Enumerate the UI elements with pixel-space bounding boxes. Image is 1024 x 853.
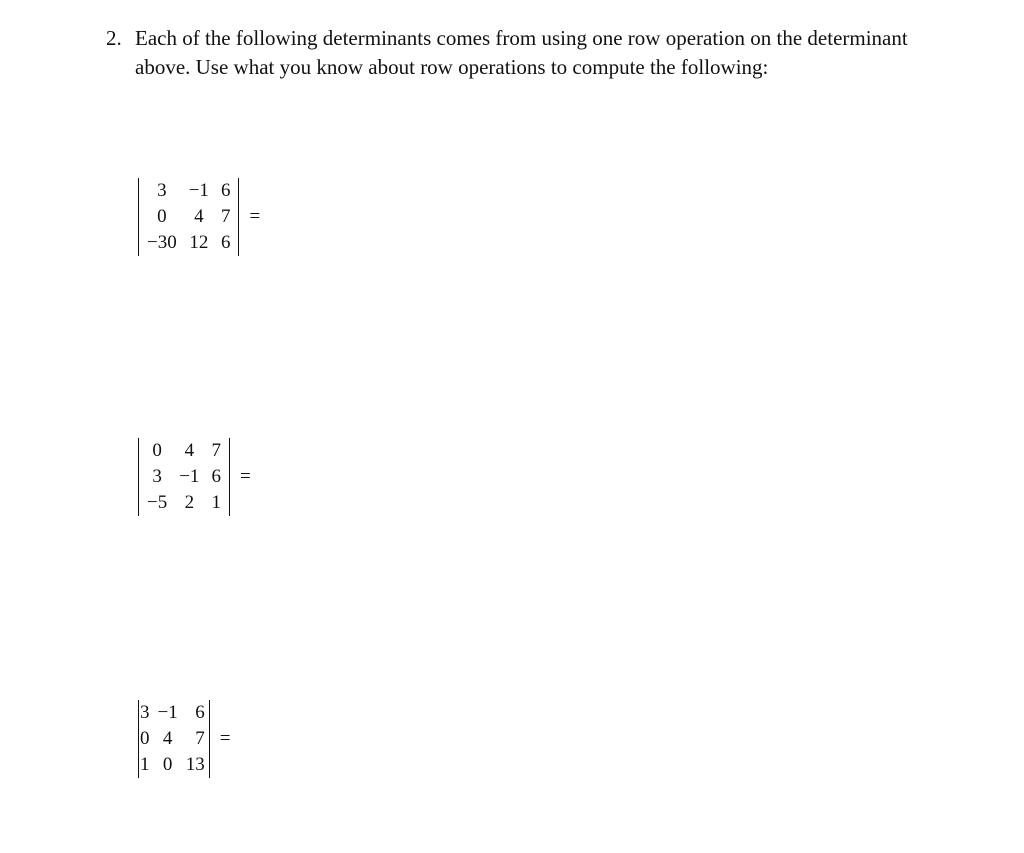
matrix-entry: −1 — [179, 466, 200, 487]
matrix-entry: 1 — [140, 754, 150, 775]
matrix-entry: 7 — [211, 440, 221, 461]
problem-number: 2. — [106, 26, 122, 50]
matrix — [141, 178, 236, 256]
matrix-entry: 7 — [220, 206, 231, 227]
determinant-bars — [138, 438, 230, 516]
equals-sign: = — [219, 728, 231, 749]
matrix-entry: −30 — [147, 232, 177, 253]
determinant-2 — [138, 438, 251, 516]
matrix-entry: 7 — [195, 728, 205, 749]
matrix-entry: 0 — [157, 206, 167, 227]
matrix-entry: 12 — [189, 232, 209, 253]
matrix-row — [141, 464, 227, 490]
determinant-bars — [138, 178, 239, 256]
problem-statement — [106, 24, 966, 82]
determinant-1 — [138, 178, 260, 256]
matrix-entry: 0 — [140, 728, 150, 749]
determinant-bars — [138, 700, 210, 778]
matrix-entry: 3 — [140, 702, 150, 723]
matrix-entry: 6 — [195, 702, 205, 723]
matrix-entry: −5 — [147, 492, 168, 513]
problem-text: Each of the following determinants comes from using one row operation on the determinant above. Use what you know about row operations to compute the following: — [135, 26, 908, 79]
matrix-entry: 3 — [157, 180, 167, 201]
matrix-entry: 1 — [211, 492, 221, 513]
equals-sign: = — [239, 466, 251, 487]
matrix-entry: 4 — [194, 206, 204, 227]
matrix — [141, 438, 227, 516]
matrix-entry: −1 — [157, 702, 178, 723]
matrix-row — [141, 438, 227, 464]
matrix-row — [139, 700, 209, 726]
matrix-row — [139, 752, 209, 778]
matrix-row — [139, 726, 209, 752]
matrix-entry: 0 — [162, 754, 173, 775]
matrix-entry: 6 — [220, 232, 231, 253]
matrix-entry: 4 — [162, 728, 173, 749]
determinant-3 — [138, 700, 230, 778]
matrix-entry: −1 — [188, 180, 209, 201]
matrix-entry: 13 — [185, 754, 205, 775]
matrix-row — [141, 204, 236, 230]
matrix-entry: 6 — [211, 466, 221, 487]
matrix-entry: 4 — [184, 440, 195, 461]
matrix-row — [141, 490, 227, 516]
matrix-entry: 3 — [152, 466, 162, 487]
matrix-row — [141, 230, 236, 256]
matrix-entry: 6 — [220, 180, 231, 201]
matrix — [139, 700, 209, 778]
matrix-entry: 0 — [152, 440, 162, 461]
matrix-row — [141, 178, 236, 204]
equals-sign: = — [249, 206, 261, 227]
matrix-entry: 2 — [184, 492, 195, 513]
